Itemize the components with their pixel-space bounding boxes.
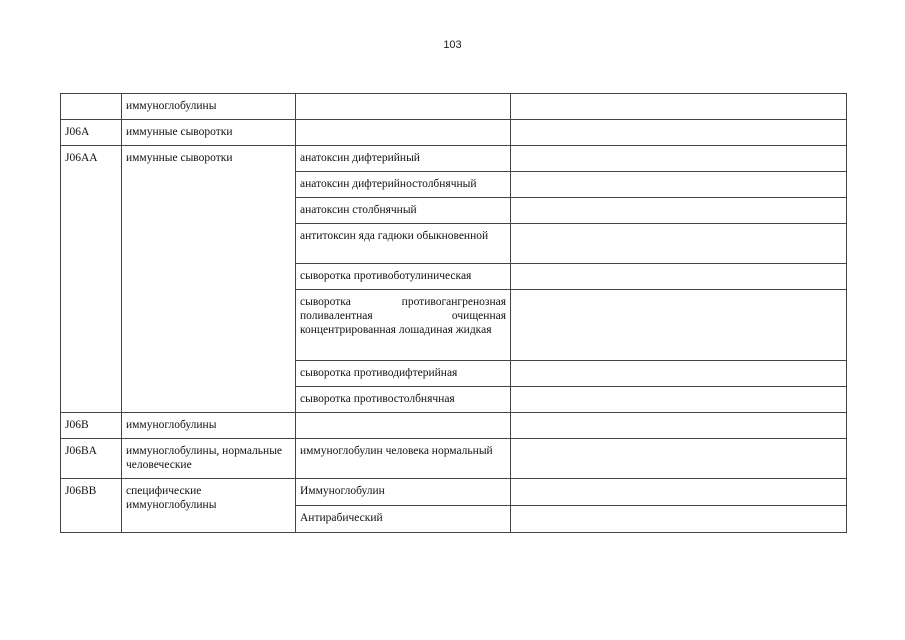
drug-name-text: иммуноглобулин человека нормальный — [300, 445, 493, 457]
page-number: 103 — [443, 39, 462, 51]
drug-name-cell: анатоксин дифтерийностолбнячный — [296, 172, 511, 198]
table-row — [61, 479, 847, 506]
dosage-form-cell — [511, 198, 847, 224]
atc-code-cell: J06B — [61, 413, 122, 439]
table-row — [61, 146, 847, 172]
drug-name-cell: анатоксин столбнячный — [296, 198, 511, 224]
dosage-form-cell — [511, 290, 847, 361]
drug-name-cell — [296, 94, 511, 120]
group-cell: иммунные сыворотки — [122, 146, 296, 413]
group-cell: иммуноглобулины — [122, 413, 296, 439]
dosage-form-cell — [511, 146, 847, 172]
atc-code-cell: J06A — [61, 120, 122, 146]
drug-name-cell: анатоксин дифтерийный — [296, 146, 511, 172]
dosage-form-cell — [511, 224, 847, 264]
atc-code-cell: J06BA — [61, 439, 122, 479]
drug-name-text: антитоксин яда гадюки обыкновенной — [300, 230, 489, 242]
drug-name-cell — [296, 224, 511, 264]
dosage-form-cell — [511, 387, 847, 413]
dosage-form-cell — [511, 361, 847, 387]
dosage-form-cell — [511, 506, 847, 533]
dosage-form-cell — [511, 94, 847, 120]
atc-code-cell: J06BB — [61, 479, 122, 533]
drug-name-cell — [296, 439, 511, 479]
drug-name-cell — [296, 120, 511, 146]
dosage-form-cell — [511, 413, 847, 439]
drug-name-cell: сыворотка противодифтерийная — [296, 361, 511, 387]
group-cell: иммуноглобулины, нормальные человеческие — [122, 439, 296, 479]
table-row — [61, 94, 847, 120]
drug-name-cell — [296, 290, 511, 361]
drug-classification-table — [60, 93, 847, 533]
dosage-form-cell — [511, 439, 847, 479]
dosage-form-cell — [511, 264, 847, 290]
drug-name-cell: Антирабический — [296, 506, 511, 533]
group-cell: иммунные сыворотки — [122, 120, 296, 146]
table-row — [61, 120, 847, 146]
group-cell: специфические иммуноглобулины — [122, 479, 296, 533]
drug-name-cell: Иммуноглобулин — [296, 479, 511, 506]
dosage-form-cell — [511, 120, 847, 146]
drug-name-text: сыворотка противогангренозная поливалентная очищенная концентрированная лошадиная жидкая — [300, 296, 506, 336]
table-row — [61, 413, 847, 439]
group-cell: иммуноглобулины — [122, 94, 296, 120]
drug-name-cell — [296, 413, 511, 439]
drug-name-cell: сыворотка противостолбнячная — [296, 387, 511, 413]
dosage-form-cell — [511, 172, 847, 198]
drug-name-cell: сыворотка противоботулиническая — [296, 264, 511, 290]
atc-code-cell — [61, 94, 122, 120]
table-row — [61, 439, 847, 479]
atc-code-cell: J06AA — [61, 146, 122, 413]
dosage-form-cell — [511, 479, 847, 506]
